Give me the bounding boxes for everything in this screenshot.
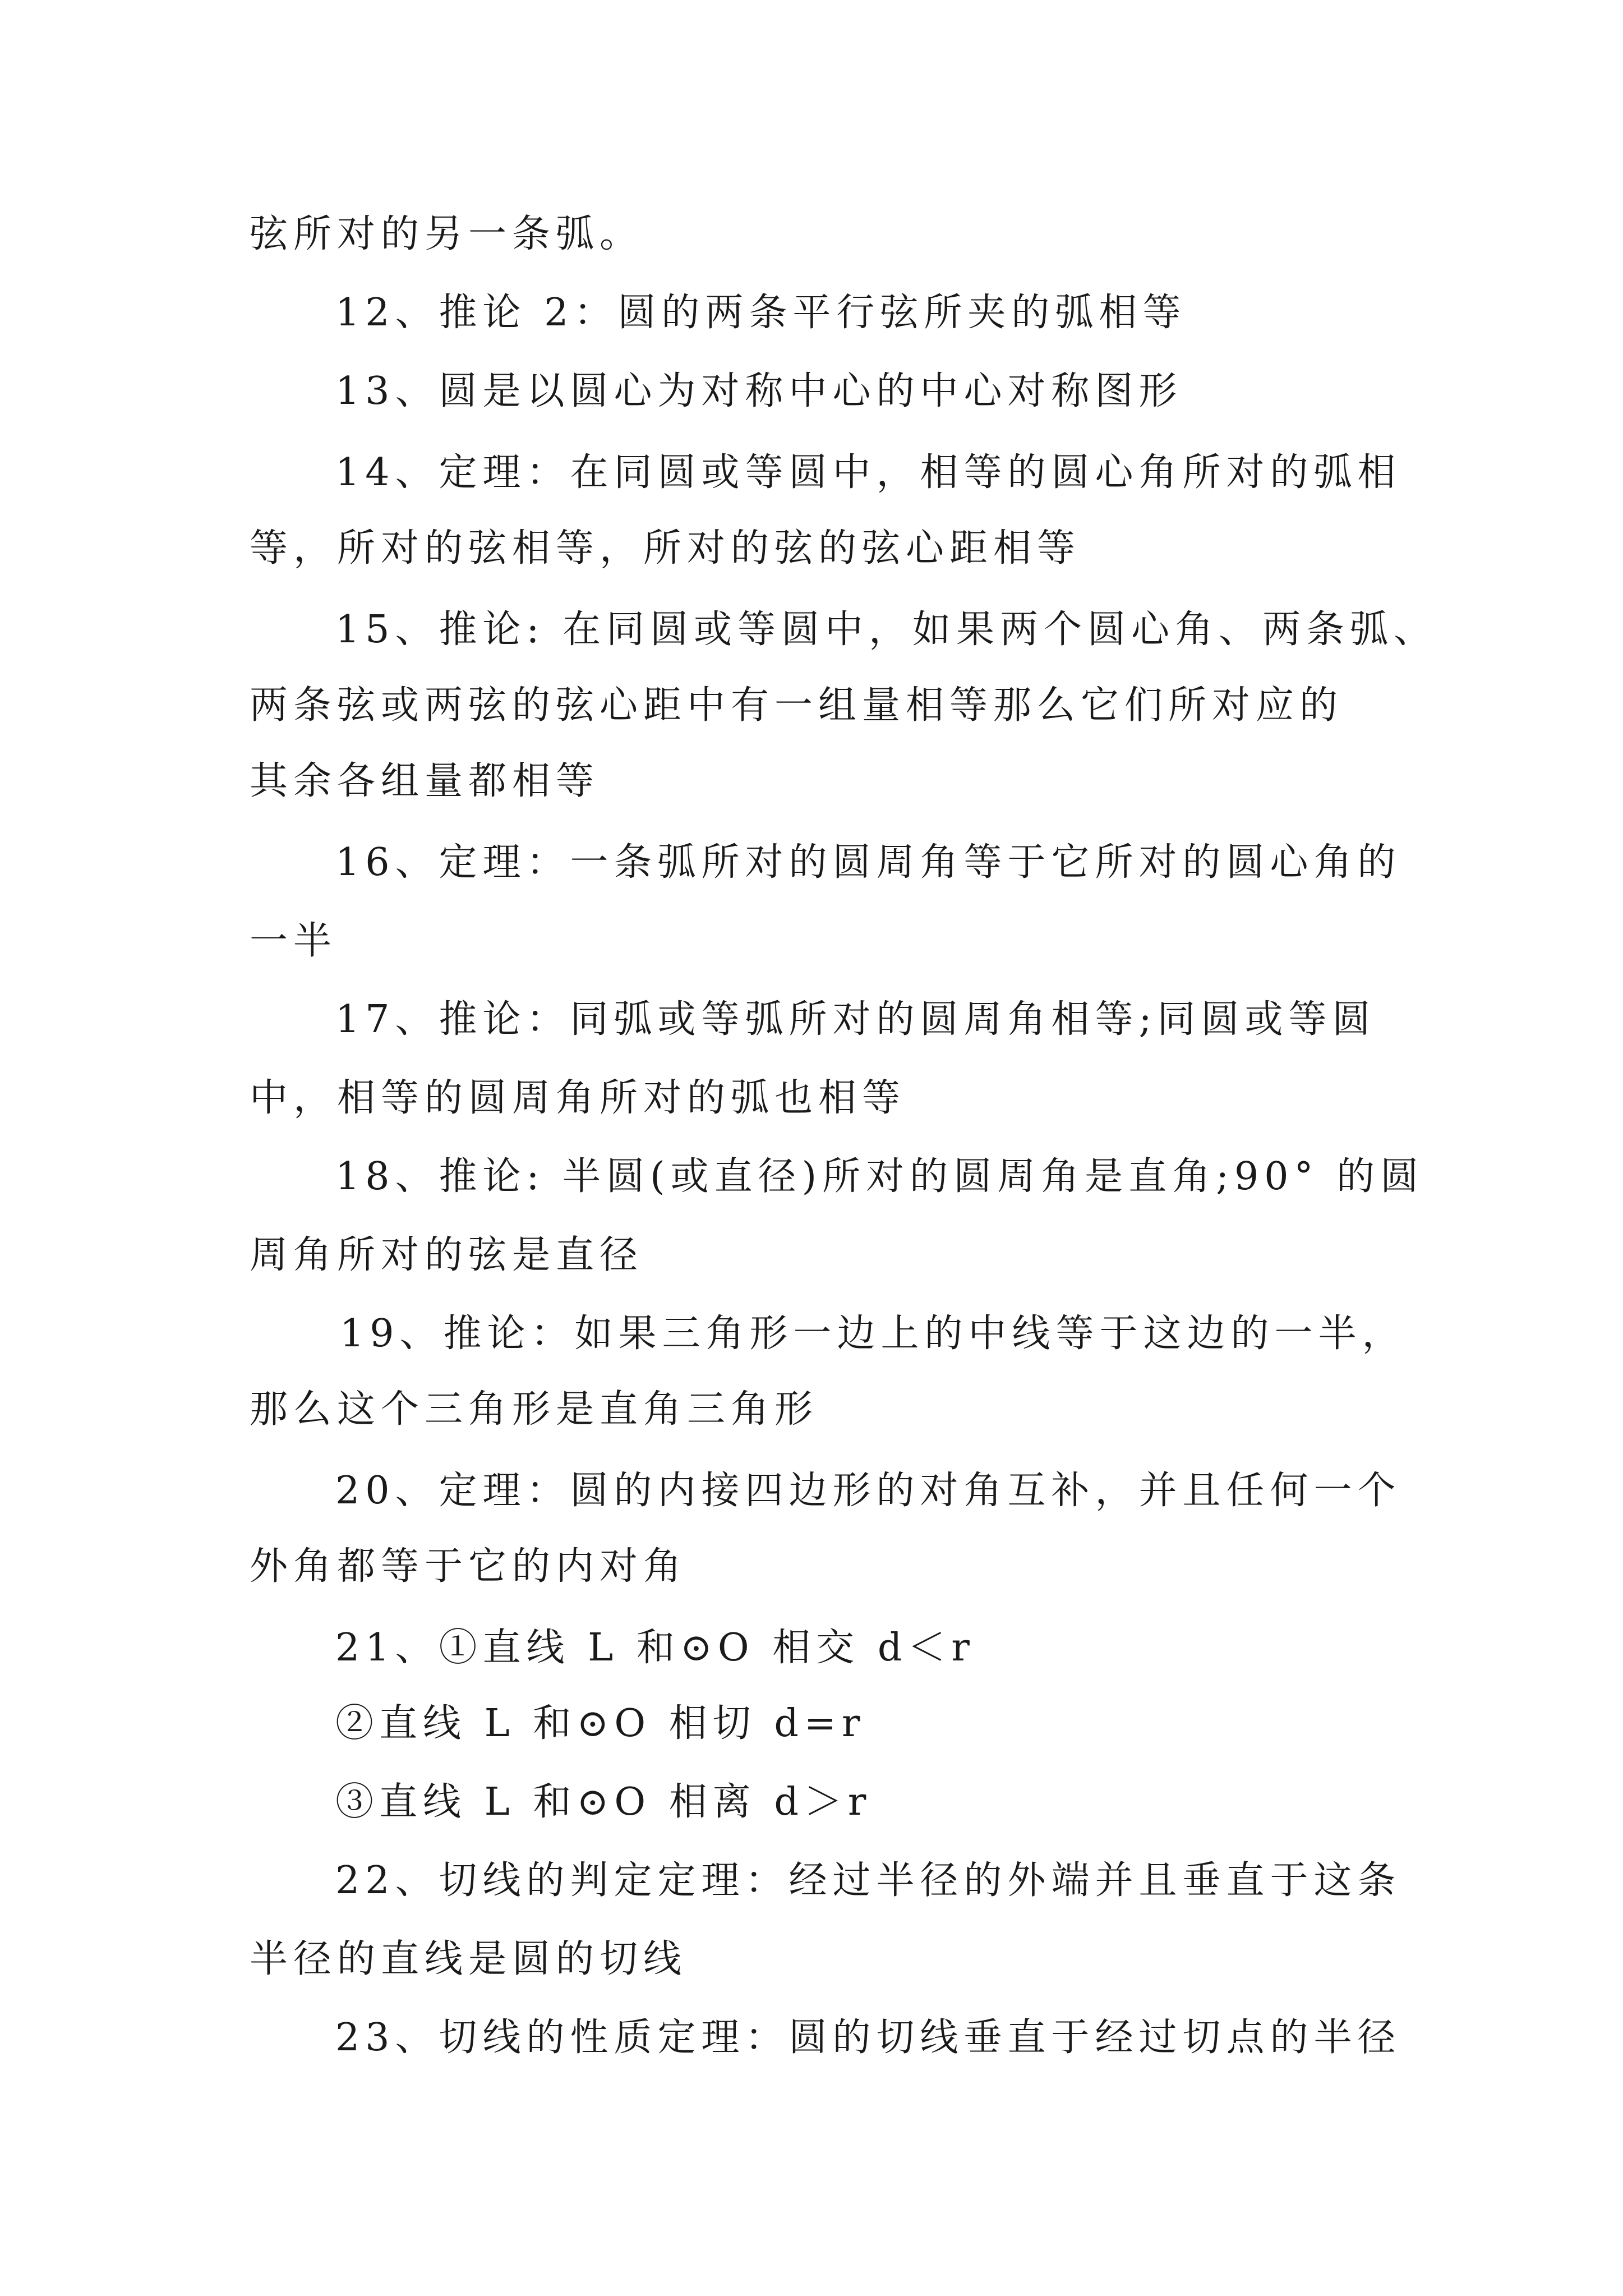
text-line: 20、定理：圆的内接四边形的对角互补，并且任何一个 [335, 1469, 1401, 1513]
text-line: 16、定理：一条弧所对的圆周角等于它所对的圆心角的 [335, 840, 1401, 885]
text-line: 23、切线的性质定理：圆的切线垂直于经过切点的半径 [335, 2016, 1401, 2060]
text-line: 一半 [250, 919, 338, 963]
text-line: 18、推论: 半圆(或直径)所对的圆周角是直角;90° 的圆 [335, 1154, 1424, 1199]
text-line: 两条弦或两弦的弦心距中有一组量相等那么它们所对应的 [250, 683, 1344, 728]
text-line: 等，所对的弦相等，所对的弦的弦心距相等 [250, 526, 1081, 570]
text-line: 中，相等的圆周角所对的弧也相等 [250, 1076, 906, 1120]
text-line: 14、定理：在同圆或等圆中，相等的圆心角所对的弧相 [335, 450, 1401, 495]
text-line: 周角所对的弦是直径 [250, 1233, 644, 1277]
text-line: 其余各组量都相等 [250, 759, 600, 803]
text-line: 17、推论：同弧或等弧所对的圆周角相等;同圆或等圆 [335, 997, 1376, 1042]
text-line: 那么这个三角形是直角三角形 [250, 1387, 819, 1432]
text-line: 21、①直线 L 和⊙O 相交 d＜r [335, 1626, 975, 1670]
text-line: 13、圆是以圆心为对称中心的中心对称图形 [335, 369, 1183, 413]
text-line: ③直线 L 和⊙O 相离 d＞r [335, 1780, 872, 1824]
text-line: 19、推论：如果三角形一边上的中线等于这边的一半， [340, 1312, 1406, 1356]
text-line: 22、切线的判定定理：经过半径的外端并且垂直于这条 [335, 1858, 1401, 1903]
text-line: 弦所对的另一条弧。 [250, 212, 644, 256]
text-line: 外角都等于它的内对角 [250, 1544, 688, 1589]
text-line: ②直线 L 和⊙O 相切 d=r [335, 1701, 866, 1746]
text-line: 半径的直线是圆的切线 [250, 1937, 688, 1981]
text-line: 12、推论 2：圆的两条平行弦所夹的弧相等 [335, 291, 1187, 335]
text-line: 15、推论: 在同圆或等圆中，如果两个圆心角、两条弧、 [335, 608, 1438, 652]
